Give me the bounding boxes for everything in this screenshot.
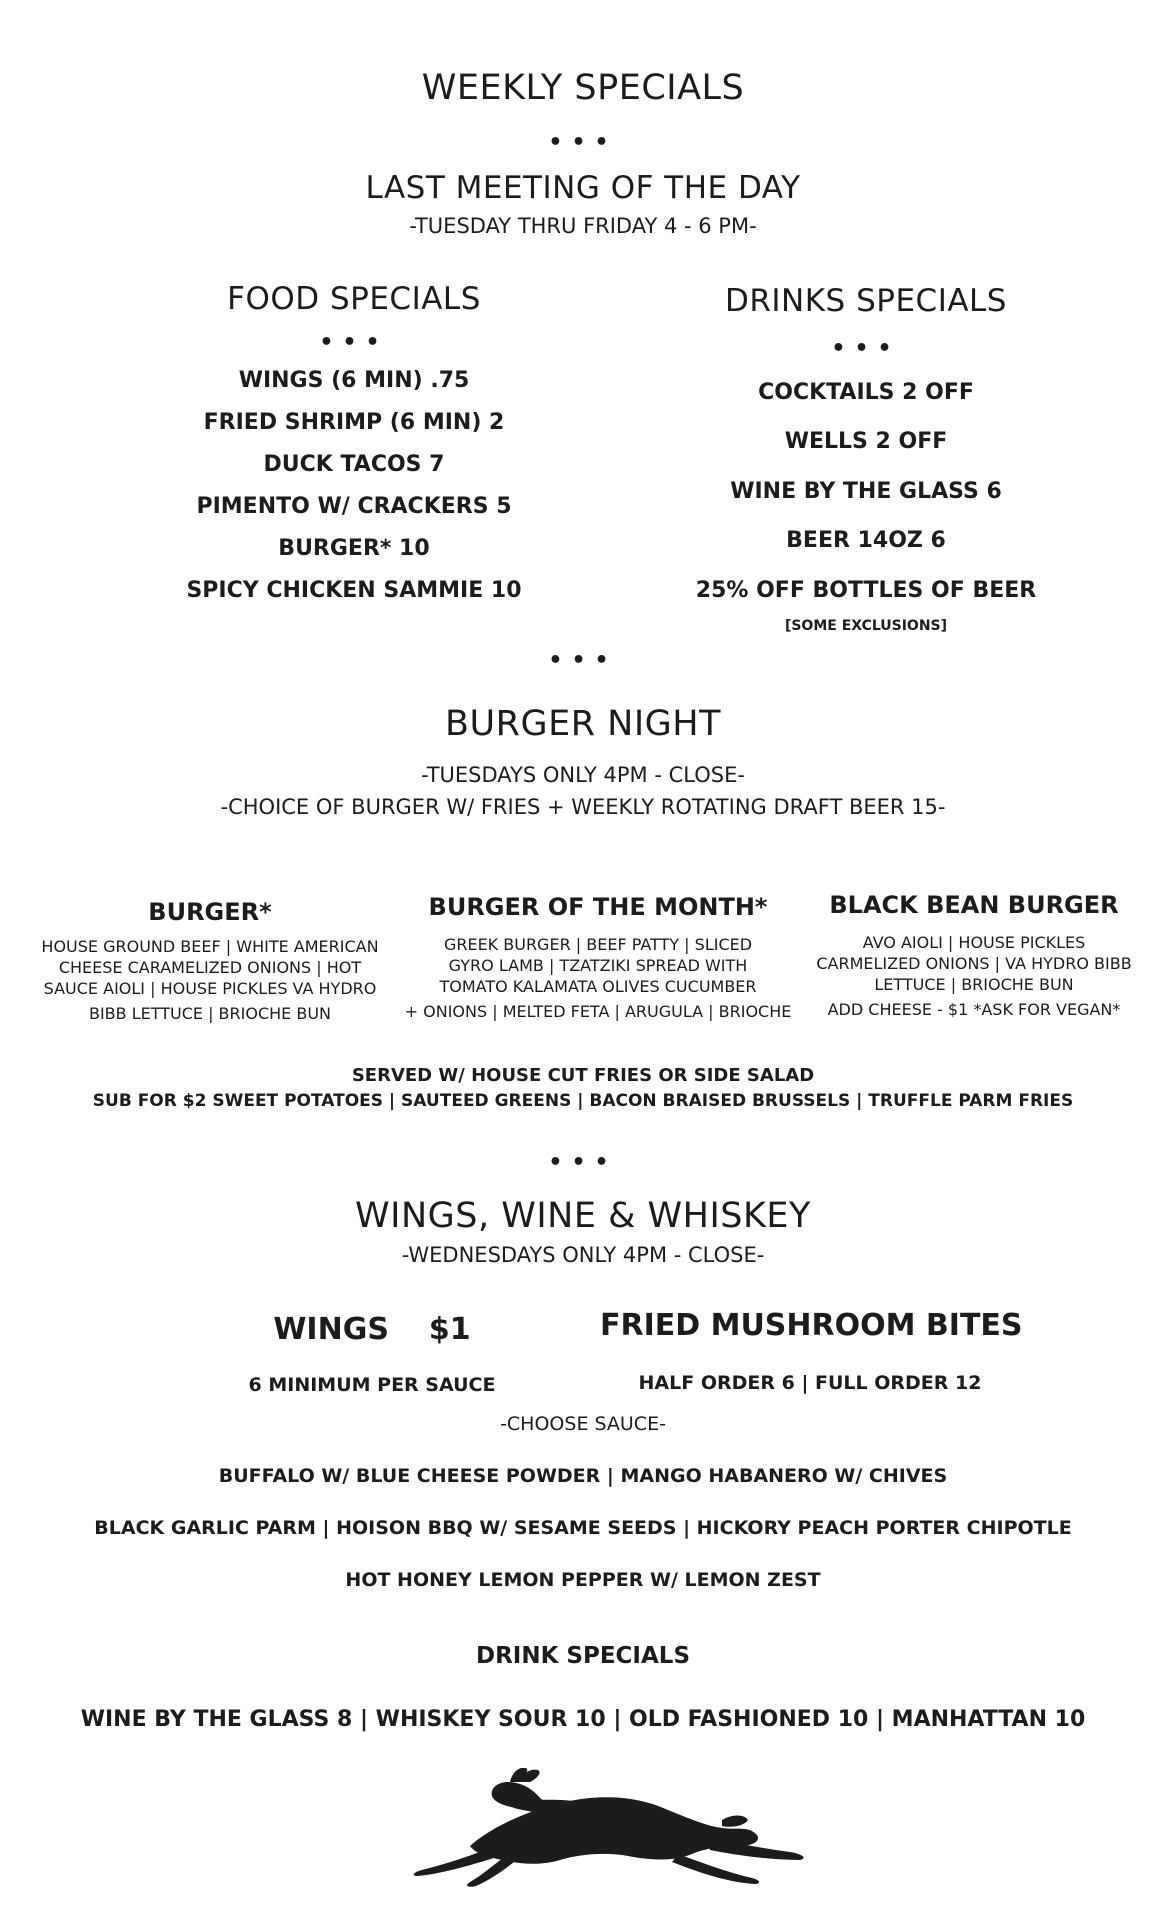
food-item: FRIED SHRIMP (6 MIN) 2 (203, 410, 505, 435)
burger-night-title: BURGER NIGHT (445, 704, 721, 744)
drink-specials-title: DRINK SPECIALS (475, 1643, 691, 1669)
wings-label: WINGS (273, 1312, 389, 1347)
food-item: PIMENTO W/ CRACKERS 5 (196, 494, 512, 519)
description-line: HOUSE GROUND BEEF | WHITE AMERICAN (41, 937, 379, 956)
wings-night-hours: -WEDNESDAYS ONLY 4PM - CLOSE- (401, 1243, 765, 1267)
drinks-item: BEER 14OZ 6 (786, 528, 946, 553)
mushroom-bites-note: HALF ORDER 6 | FULL ORDER 12 (638, 1372, 982, 1394)
sauce-line: HOT HONEY LEMON PEPPER W/ LEMON ZEST (345, 1569, 821, 1591)
description-line: BIBB LETTUCE | BRIOCHE BUN (88, 1004, 332, 1023)
wings-price: $1 (428, 1312, 471, 1347)
food-item: DUCK TACOS 7 (263, 452, 445, 477)
served-with: SERVED W/ HOUSE CUT FRIES OR SIDE SALAD (351, 1065, 815, 1086)
burger-description (20, 936, 400, 1024)
black-bean-burger-description (796, 932, 1152, 1020)
sauce-line: BUFFALO W/ BLUE CHEESE POWDER | MANGO HABANERO W/ CHIVES (218, 1465, 948, 1487)
black-bean-burger-title: BLACK BEAN BURGER (829, 891, 1119, 919)
description-line: + ONIONS | MELTED FETA | ARUGULA | BRIOCHE (404, 1002, 792, 1021)
wings-night-title: WINGS, WINE & WHISKEY (355, 1196, 811, 1236)
drinks-item: WINE BY THE GLASS 6 (730, 479, 1002, 504)
burger-of-month-description (400, 934, 796, 1022)
description-line: GYRO LAMB | TZATZIKI SPREAD WITH (448, 956, 748, 975)
divider-dots: ••• (548, 130, 618, 155)
food-item: WINGS (6 MIN) .75 (238, 368, 470, 393)
description-line: GREEK BURGER | BEEF PATTY | SLICED (443, 935, 753, 954)
description-line: TOMATO KALAMATA OLIVES CUCUMBER (439, 977, 757, 996)
last-meeting-time: -TUESDAY THRU FRIDAY 4 - 6 PM- (409, 214, 757, 238)
sub-options: SUB FOR $2 SWEET POTATOES | SAUTEED GREENS | BACON BRAISED BRUSSELS | TRUFFLE PARM FRIES (92, 1091, 1074, 1111)
divider-dots: ••• (548, 1150, 618, 1175)
description-line: SAUCE AIOLI | HOUSE PICKLES VA HYDRO (43, 979, 377, 998)
drinks-item: WELLS 2 OFF (784, 429, 948, 454)
burger-night-hours: -TUESDAYS ONLY 4PM - CLOSE- (421, 763, 745, 787)
drinks-note: [SOME EXCLUSIONS] (784, 618, 948, 634)
drinks-item: COCKTAILS 2 OFF (758, 380, 974, 405)
last-meeting-title: LAST MEETING OF THE DAY (365, 170, 801, 206)
choose-sauce: -CHOOSE SAUCE- (500, 1413, 666, 1435)
burger-of-month-title: BURGER OF THE MONTH* (428, 893, 768, 921)
divider-dots: ••• (548, 648, 618, 673)
burger-title: BURGER* (148, 898, 272, 926)
description-line: AVO AIOLI | HOUSE PICKLES (862, 933, 1086, 952)
page-title: WEEKLY SPECIALS (421, 68, 745, 108)
wings-note: 6 MINIMUM PER SAUCE (248, 1374, 496, 1396)
drinks-item: 25% OFF BOTTLES OF BEER (695, 578, 1037, 603)
food-item: SPICY CHICKEN SAMMIE 10 (186, 578, 522, 603)
drinks-specials-title: DRINKS SPECIALS (724, 283, 1007, 319)
wings-heading (172, 1312, 572, 1347)
running-hare-icon (410, 1768, 810, 1888)
description-line: LETTUCE | BRIOCHE BUN (874, 975, 1074, 994)
drink-specials-line: WINE BY THE GLASS 8 | WHISKEY SOUR 10 | OLD FASHIONED 10 | MANHATTAN 10 (80, 1707, 1086, 1732)
description-line: CHEESE CARAMELIZED ONIONS | HOT (58, 958, 362, 977)
description-line: ADD CHEESE - $1 *ASK FOR VEGAN* (827, 1000, 1121, 1019)
food-specials-title: FOOD SPECIALS (227, 281, 481, 317)
food-item: BURGER* 10 (278, 536, 430, 561)
sauce-line: BLACK GARLIC PARM | HOISON BBQ W/ SESAME SEEDS | HICKORY PEACH PORTER CHIPOTLE (94, 1517, 1072, 1539)
food-divider-dots: ••• (319, 330, 389, 355)
drinks-divider-dots: ••• (831, 336, 901, 361)
burger-night-deal: -CHOICE OF BURGER W/ FRIES + WEEKLY ROTATING DRAFT BEER 15- (220, 795, 946, 819)
description-line: CARMELIZED ONIONS | VA HYDRO BIBB (816, 954, 1132, 973)
mushroom-bites-title: FRIED MUSHROOM BITES (600, 1308, 1023, 1343)
